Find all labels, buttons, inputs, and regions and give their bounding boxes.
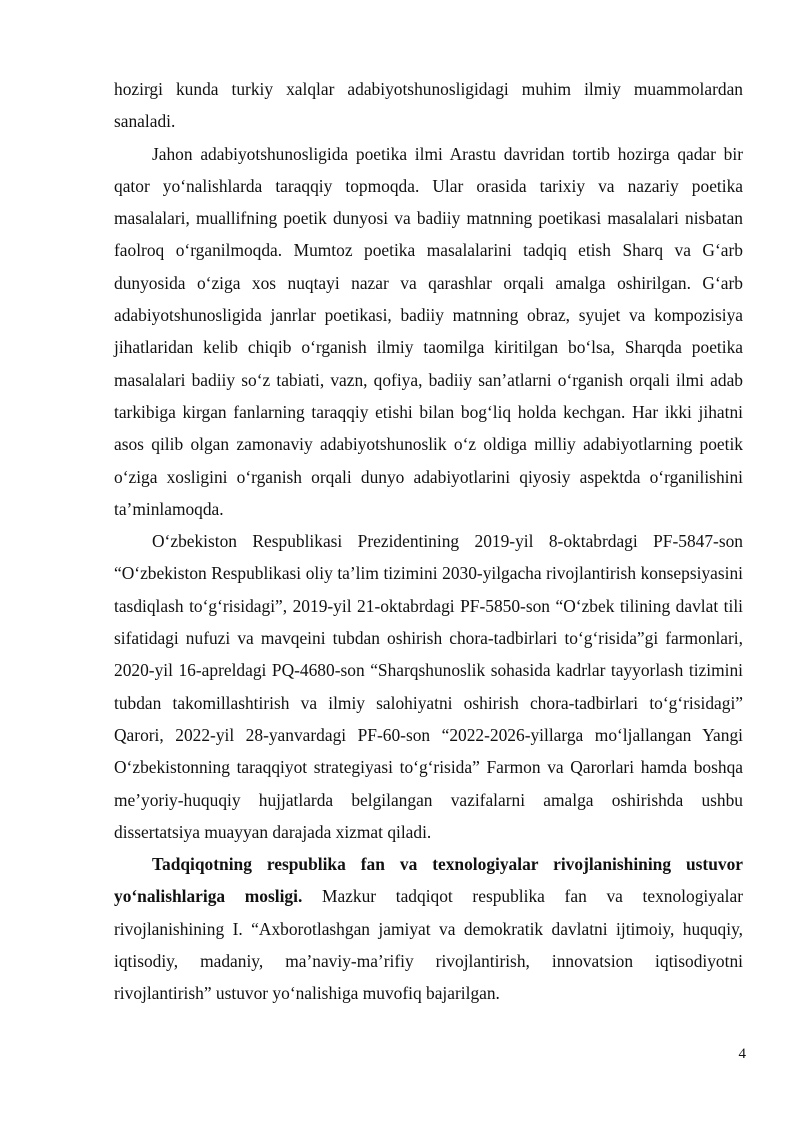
body-text	[114, 73, 743, 1010]
paragraph-poetics: Jahon adabiyotshunosligida poetika ilmi Arastu davridan tortib hozirga qadar bir qator yoʻnalishlarda taraqqiy topmoqda. Ular orasida tarixiy va nazariy poetika masalalari, muallifning poetik dunyosi va badiiy matnning poetikasi masalalari nisbatan faolroq oʻrganilmoqda. Mumtoz poetika masalalarini tadqiq etish Sharq va Gʻarb dunyosida oʻziga xos nuqtayi nazar va qarashlar orqali amalga oshirilgan. Gʻarb adabiyotshunosligida janrlar poetikasi, badiiy matnning obraz, syujet va kompozisiya jihatlaridan kelib chiqib oʻrganish ilmiy taomilga kiritilgan boʻlsa, Sharqda poetika masalalari badiiy soʻz tabiati, vazn, qofiya, badiiy san’atlarni oʻrganish orqali ilmi adab tarkibiga kirgan fanlarning taraqqiy etishi bilan bogʻliq holda kechgan. Har ikki jihatni asos qilib olgan zamonaviy adabiyotshunoslik oʻz oldiga milliy adabiyotlarning poetik oʻziga xosligini oʻrganish orqali dunyo adabiyotlarini qiyosiy aspektda oʻrganilishini ta’minlamoqda.	[114, 143, 743, 519]
paragraph-heading: Tadqiqotning respublika fan va texnologiyalar rivojlanishining ustuvor yoʻnalishlariga mosligi.	[114, 854, 743, 907]
page-number: 4	[738, 1046, 746, 1062]
paragraph-continuation: hozirgi kunda turkiy xalqlar adabiyotshunosligidagi muhim ilmiy muammolardan sanaladi.	[114, 79, 743, 132]
paragraph-legal-basis: Oʻzbekiston Respublikasi Prezidentining 2019-yil 8-oktabrdagi PF-5847-son “Oʻzbekiston Respublikasi oliy ta’lim tizimini 2030-yilgacha rivojlantirish konsepsiyasini tasdiqlash toʻgʻrisidagi”, 2019-yil 21-oktabrdagi PF-5850-son “Oʻzbek tilining davlat tili sifatidagi nufuzi va mavqeini tubdan oshirish chora-tadbirlari toʻgʻrisida”gi farmonlari, 2020-yil 16-apreldagi PQ-4680-son “Sharqshunoslik sohasida kadrlar tayyorlash tizimini tubdan takomillashtirish va ilmiy salohiyatni oshirish chora-tadbirlari toʻgʻrisidagi” Qarori, 2022-yil 28-yanvardagi PF-60-son “2022-2026-yillarga moʻljallangan Yangi Oʻzbekistonning taraqqiyot strategiyasi toʻgʻrisida” Farmon va Qarorlari hamda boshqa me’yoriy-huquqiy hujjatlarda belgilangan vazifalarni amalga oshirishda ushbu dissertatsiya muayyan darajada xizmat qiladi.	[114, 531, 743, 842]
paragraph-priorities-text: Mazkur tadqiqot respublika fan va texnologiyalar rivojlanishining I. “Axborotlashgan jamiyat va demokratik davlatni ijtimoiy, huquqiy, iqtisodiy, madaniy, ma’naviy-ma’rifiy rivojlantirish, innovatsion iqtisodiyotni rivojlantirish” ustuvor yoʻnalishiga muvofiq bajarilgan.	[114, 886, 743, 1004]
paragraph-priorities	[114, 848, 743, 1009]
